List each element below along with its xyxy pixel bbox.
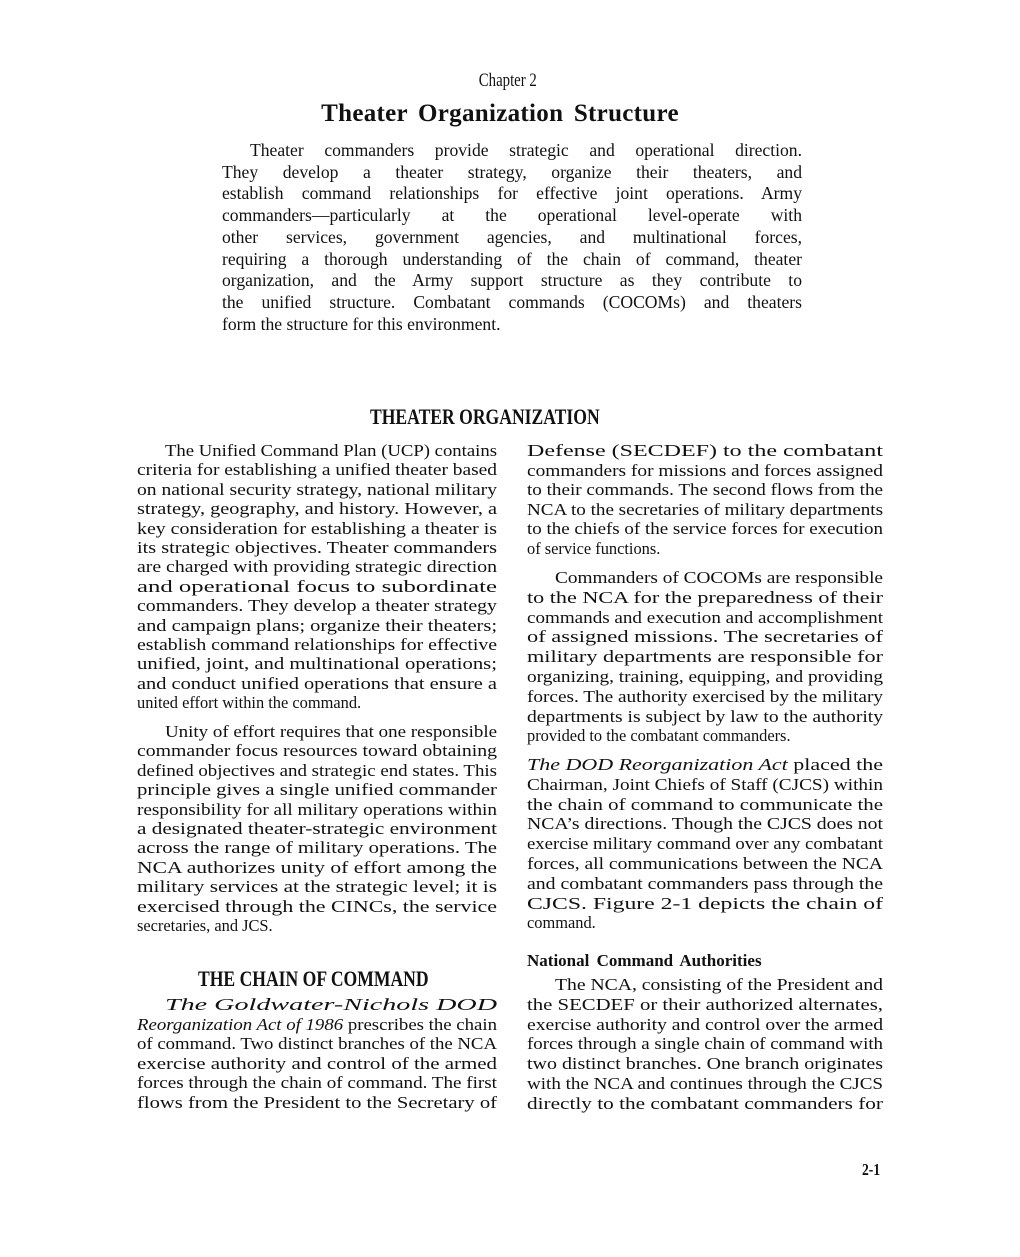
text-line: commanders. They develop a theater strategy	[137, 596, 497, 616]
text-line: organization, and the Army support structure as they contribute to	[222, 270, 802, 291]
text-line: Commanders of COCOMs are responsible	[555, 568, 883, 587]
text-line: strategy, geography, and history. However, a	[137, 499, 497, 519]
text-line: directly to the combatant commanders for	[527, 1093, 883, 1113]
text-line: commander focus resources toward obtaining	[137, 741, 497, 761]
text-line: responsibility for all military operations within	[137, 799, 497, 819]
text-line: NCA’s directions. Though the CJCS does not	[527, 814, 883, 834]
left-column-paragraph-ucp	[137, 441, 497, 713]
text-line: CJCS. Figure 2-1 depicts the chain of	[527, 893, 883, 913]
text-line: unified, joint, and multinational operations;	[137, 654, 497, 674]
text-line: NCA authorizes unity of effort among the	[137, 857, 497, 877]
text-line: united effort within the command.	[137, 693, 362, 713]
text-line: and combatant commanders pass through the	[527, 873, 883, 893]
text-line: Theater commanders provide strategic and operational direction.	[250, 140, 802, 160]
text-line: to the chiefs of the service forces for execution	[527, 519, 883, 539]
text-line: a designated theater-strategic environment	[137, 819, 497, 839]
text-line: organizing, training, equipping, and providing	[527, 666, 883, 686]
act-name-italic: The DOD Reorganization Act	[527, 755, 788, 774]
text-line: provided to the combatant commanders.	[527, 726, 791, 746]
text-line: to the NCA for the preparedness of their	[527, 587, 883, 607]
text-line	[527, 755, 883, 775]
text-line: military departments are responsible for	[527, 647, 883, 667]
text-line: of service functions.	[527, 538, 661, 558]
section-heading-chain-of-command: THE CHAIN OF COMMAND	[198, 966, 429, 991]
text-line: principle gives a single unified commander	[137, 780, 497, 800]
text-line: of command. Two distinct branches of the NCA	[137, 1034, 497, 1053]
text-line: are charged with providing strategic direction	[137, 557, 497, 577]
text-line: and campaign plans; organize their theaters;	[137, 615, 497, 635]
subheading-national-command-authorities: National Command Authorities	[527, 951, 762, 970]
text-line: They develop a theater strategy, organize their theaters, and	[222, 161, 802, 182]
text-line: and conduct unified operations that ensure a	[137, 673, 497, 693]
text-line: of assigned missions. The secretaries of	[527, 627, 883, 647]
text-line: secretaries, and JCS.	[137, 916, 273, 936]
right-column-paragraph-secdef	[527, 441, 883, 559]
text-line: forces. The authority exercised by the military	[527, 686, 883, 706]
text-line: Unity of effort requires that one responsible	[165, 722, 497, 741]
text-line	[137, 995, 497, 1015]
text-line: key consideration for establishing a theater is	[137, 518, 497, 538]
text-line: establish command relationships for effective	[137, 635, 497, 655]
text-line: departments is subject by law to the authority	[527, 706, 883, 726]
act-name-italic: Reorganization Act of 1986	[137, 1014, 344, 1034]
text-line: exercise authority and control over the armed	[527, 1014, 883, 1034]
page-title: Theater Organization Structure	[321, 100, 679, 127]
section-heading-theater-organization: THEATER ORGANIZATION	[370, 404, 600, 429]
text-line: commanders—particularly at the operational level-operate with	[222, 205, 802, 226]
text-line: exercise authority and control of the armed	[137, 1053, 497, 1073]
left-column-paragraph-goldwater	[137, 995, 497, 1112]
page-number: 2-1	[862, 1160, 881, 1179]
text-line: the chain of command to communicate the	[527, 794, 883, 814]
act-name-italic: The Goldwater-Nichols DOD	[165, 995, 497, 1014]
chapter-label: Chapter 2	[478, 70, 537, 91]
text-line: the SECDEF or their authorized alternates,	[527, 994, 883, 1014]
text-line: the unified structure. Combatant commands (COCOMs) and theaters	[222, 291, 802, 312]
text-line: The NCA, consisting of the President and	[555, 975, 883, 994]
right-column-paragraph-dod-act	[527, 755, 883, 933]
text-line: flows from the President to the Secretary of	[137, 1092, 497, 1112]
text-line: establish command relationships for effective joint operations. Army	[222, 183, 802, 204]
text-line: exercised through the CINCs, the service	[137, 896, 497, 916]
text-line: with the NCA and continues through the CJCS	[527, 1073, 883, 1093]
text-line: across the range of military operations. The	[137, 838, 497, 858]
intro-paragraph	[222, 140, 802, 335]
text-line: its strategic objectives. Theater commanders	[137, 538, 497, 558]
text-line: defined objectives and strategic end states. This	[137, 760, 497, 780]
text-line: form the structure for this environment.	[222, 313, 501, 334]
text-line: commanders for missions and forces assigned	[527, 460, 883, 480]
text-line: command.	[527, 913, 596, 933]
text-line: forces through a single chain of command with	[527, 1034, 883, 1054]
text-line: Chairman, Joint Chiefs of Staff (CJCS) within	[527, 774, 883, 794]
text-line: forces, all communications between the NCA	[527, 853, 883, 873]
text-line: forces through the chain of command. The first	[137, 1073, 497, 1092]
text-line: commands and execution and accomplishment	[527, 607, 883, 627]
left-column-paragraph-unity	[137, 722, 497, 935]
text-line: NCA to the secretaries of military departments	[527, 499, 883, 519]
text-line: to their commands. The second flows from the	[527, 480, 883, 500]
text-line: two distinct branches. One branch originates	[527, 1054, 883, 1074]
right-column-paragraph-nca	[527, 975, 883, 1114]
text-line: and operational focus to subordinate	[137, 576, 497, 596]
text-line: military services at the strategic level; it is	[137, 877, 497, 897]
right-column-paragraph-cocoms	[527, 568, 883, 746]
text-line: other services, government agencies, and multinational forces,	[222, 226, 802, 247]
text-line: on national security strategy, national military	[137, 479, 497, 499]
text-line: requiring a thorough understanding of the chain of command, theater	[222, 248, 802, 269]
text-line: Defense (SECDEF) to the combatant	[527, 441, 883, 460]
text-line: The Unified Command Plan (UCP) contains	[165, 441, 497, 460]
text-fragment: placed the	[787, 755, 883, 774]
text-fragment: prescribes the chain	[343, 1014, 497, 1034]
text-line: exercise military command over any combatant	[527, 834, 883, 854]
text-line	[137, 1015, 497, 1035]
text-line: criteria for establishing a unified theater based	[137, 460, 497, 480]
